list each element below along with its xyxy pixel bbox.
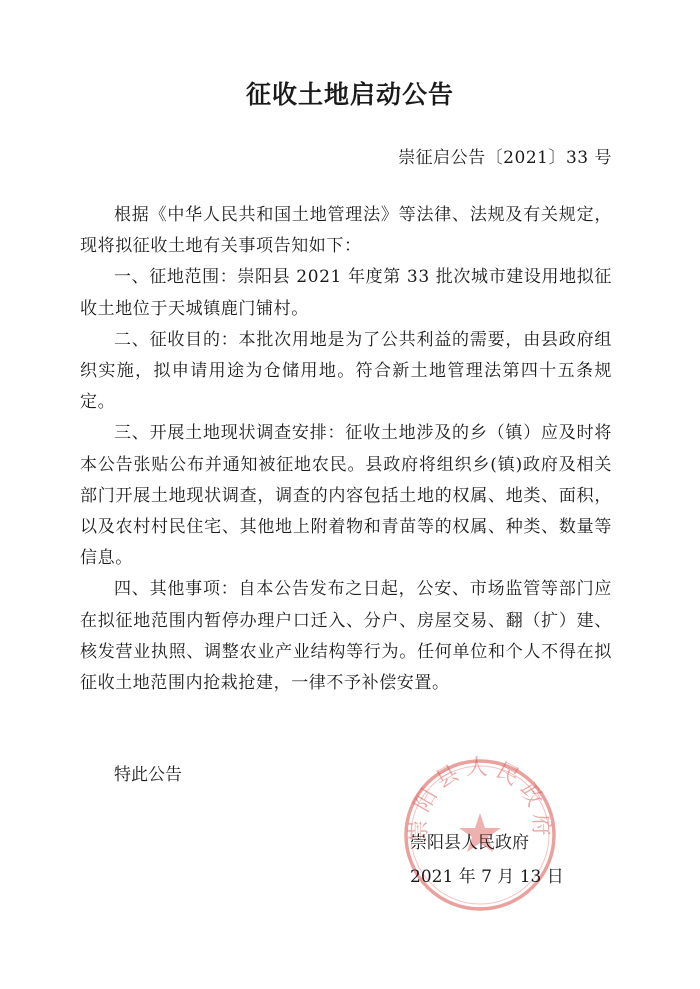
- document-body: [80, 200, 612, 699]
- closing-text: 特此公告: [114, 765, 182, 785]
- section-survey-paragraph: 三、开展土地现状调查安排：征收土地涉及的乡（镇）应及时将本公告张贴公布并通知被征地农民。县政府将组织乡(镇)政府及相关部门开展土地现状调查，调查的内容包括土地的权属、地类、面积，以及农村村民住宅、其他地上附着物和青苗等的权属、种类、数量等信息。: [80, 423, 612, 569]
- svg-text:崇阳县人民政府: 崇阳县人民政府: [406, 755, 554, 843]
- issuer-name: 崇阳县人民政府: [410, 833, 529, 853]
- section-scope-paragraph: 一、征地范围：崇阳县 2021 年度第 33 批次城市建设用地拟征收土地位于天城镇鹿门铺村。: [80, 267, 612, 319]
- intro-paragraph: 根据《中华人民共和国土地管理法》等法律、法规及有关规定，现将拟征收土地有关事项告知如下：: [80, 205, 612, 257]
- section-purpose-paragraph: 二、征收目的：本批次用地是为了公共利益的需要，由县政府组织实施，拟申请用途为仓储用地。符合新土地管理法第四十五条规定。: [80, 329, 612, 413]
- issue-date: 2021 年 7 月 13 日: [410, 867, 564, 887]
- document-number: 崇征启公告〔2021〕33 号: [398, 148, 612, 168]
- signature-block: [410, 826, 564, 894]
- section-other-paragraph: 四、其他事项：自本公告发布之日起，公安、市场监管等部门应在拟征地范围内暂停办理户口迁入、分户、房屋交易、翻（扩）建、核发营业执照、调整农业产业结构等行为。任何单位和个人不得在拟征收土地范围内抢栽抢建，一律不予补偿安置。: [80, 579, 612, 694]
- document-title: 征收土地启动公告: [245, 80, 454, 109]
